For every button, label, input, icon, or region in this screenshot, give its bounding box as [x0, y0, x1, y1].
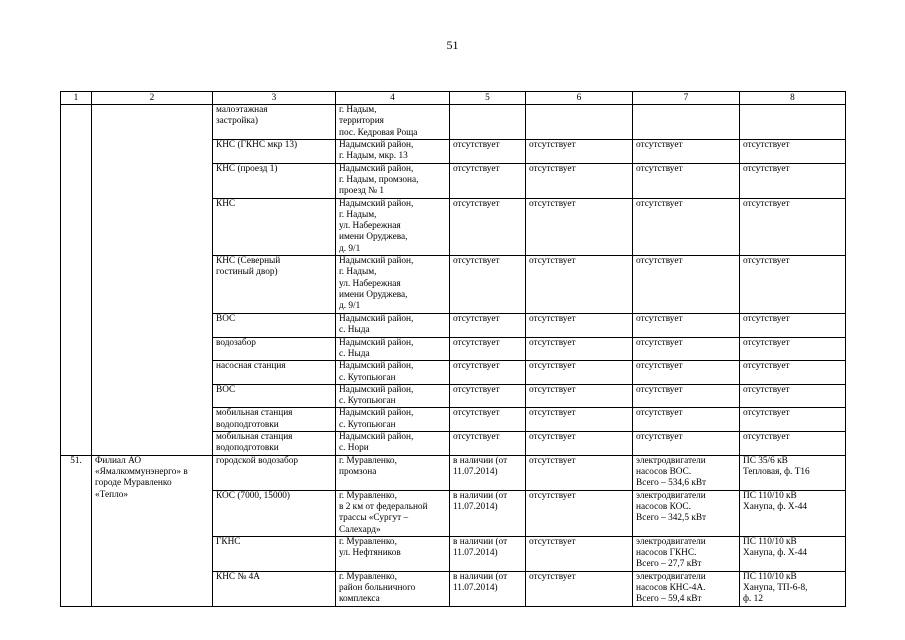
object-cell: ВОС	[213, 314, 336, 338]
object-cell: КНС № 4А	[213, 571, 336, 606]
col8-cell: ПС 110/10 кВ Ханупа, ф. Х-44	[740, 536, 846, 571]
object-cell: водозабор	[213, 337, 336, 361]
col5-cell: отсутствует	[450, 361, 526, 385]
col6-cell: отсутствует	[526, 571, 633, 606]
object-cell: ВОС	[213, 384, 336, 408]
data-table	[60, 91, 846, 607]
object-cell: КОС (7000, 15000)	[213, 490, 336, 536]
address-cell: г. Муравленко, промзона	[336, 455, 450, 490]
object-cell: мобильная станция водоподготовки	[213, 432, 336, 456]
object-cell: насосная станция	[213, 361, 336, 385]
row-number-cell	[61, 105, 92, 456]
organization-cell	[92, 105, 213, 456]
col5-cell: в наличии (от 11.07.2014)	[450, 571, 526, 606]
col5-cell: отсутствует	[450, 198, 526, 255]
col5-cell: отсутствует	[450, 432, 526, 456]
col6-cell: отсутствует	[526, 361, 633, 385]
col8-cell: отсутствует	[740, 256, 846, 314]
address-cell: Надымский район, с. Кутопьюган	[336, 408, 450, 432]
object-cell: КНС (ГКНС мкр 13)	[213, 140, 336, 164]
header-cell: 8	[740, 92, 846, 105]
col5-cell: отсутствует	[450, 408, 526, 432]
col5-cell: отсутствует	[450, 337, 526, 361]
col7-cell: отсутствует	[633, 361, 740, 385]
header-cell: 1	[61, 92, 92, 105]
col5-cell: отсутствует	[450, 140, 526, 164]
col7-cell: электродвигатели насосов ГКНС. Всего – 27,7 кВт	[633, 536, 740, 571]
address-cell: Надымский район, с. Кутопьюган	[336, 384, 450, 408]
address-cell: Надымский район, с. Кутопьюган	[336, 361, 450, 385]
col5-cell: в наличии (от 11.07.2014)	[450, 490, 526, 536]
col6-cell: отсутствует	[526, 140, 633, 164]
col8-cell: отсутствует	[740, 314, 846, 338]
col7-cell: отсутствует	[633, 256, 740, 314]
col7-cell: отсутствует	[633, 198, 740, 255]
col7-cell: отсутствует	[633, 163, 740, 198]
col6-cell: отсутствует	[526, 314, 633, 338]
col5-cell: отсутствует	[450, 256, 526, 314]
object-cell: малоэтажная застройка)	[213, 105, 336, 140]
col5-cell	[450, 105, 526, 140]
address-cell: г. Надым, территория пос. Кедровая Роща	[336, 105, 450, 140]
col6-cell: отсутствует	[526, 432, 633, 456]
col7-cell: отсутствует	[633, 432, 740, 456]
address-cell: Надымский район, г. Надым, ул. Набережная имени Оруджева, д. 9/1	[336, 256, 450, 314]
header-cell: 6	[526, 92, 633, 105]
object-cell: КНС	[213, 198, 336, 255]
object-cell: КНС (Северный гостиный двор)	[213, 256, 336, 314]
col7-cell: отсутствует	[633, 408, 740, 432]
col7-cell: электродвигатели насосов ВОС. Всего – 534,6 кВт	[633, 455, 740, 490]
header-cell: 7	[633, 92, 740, 105]
col8-cell: отсутствует	[740, 408, 846, 432]
col8-cell: ПС 110/10 кВ Ханупа, ТП-6-8, ф. 12	[740, 571, 846, 606]
col8-cell: ПС 110/10 кВ Ханупа, ф. Х-44	[740, 490, 846, 536]
header-row	[61, 92, 846, 105]
table-row	[61, 105, 846, 140]
col6-cell: отсутствует	[526, 256, 633, 314]
address-cell: Надымский район, г. Надым, мкр. 13	[336, 140, 450, 164]
col5-cell: отсутствует	[450, 163, 526, 198]
organization-cell: Филиал АО «Ямалкоммунэнерго» в городе Муравленко «Тепло»	[92, 455, 213, 606]
col7-cell: отсутствует	[633, 140, 740, 164]
col7-cell: отсутствует	[633, 314, 740, 338]
col6-cell: отсутствует	[526, 408, 633, 432]
col7-cell: отсутствует	[633, 384, 740, 408]
object-cell: КНС (проезд 1)	[213, 163, 336, 198]
row-number-cell: 51.	[61, 455, 92, 606]
header-cell: 5	[450, 92, 526, 105]
header-cell: 3	[213, 92, 336, 105]
col7-cell: отсутствует	[633, 337, 740, 361]
header-cell: 4	[336, 92, 450, 105]
object-cell: ГКНС	[213, 536, 336, 571]
col6-cell: отсутствует	[526, 490, 633, 536]
col8-cell: отсутствует	[740, 163, 846, 198]
col5-cell: отсутствует	[450, 384, 526, 408]
object-cell: мобильная станция водоподготовки	[213, 408, 336, 432]
col6-cell: отсутствует	[526, 384, 633, 408]
col8-cell: отсутствует	[740, 337, 846, 361]
col6-cell	[526, 105, 633, 140]
col8-cell: ПС 35/6 кВ Тепловая, ф. Т16	[740, 455, 846, 490]
page-number: 51	[446, 38, 459, 52]
col6-cell: отсутствует	[526, 337, 633, 361]
object-cell: городской водозабор	[213, 455, 336, 490]
col6-cell: отсутствует	[526, 163, 633, 198]
address-cell: г. Муравленко, район больничного комплекса	[336, 571, 450, 606]
col8-cell: отсутствует	[740, 384, 846, 408]
col5-cell: в наличии (от 11.07.2014)	[450, 455, 526, 490]
col7-cell	[633, 105, 740, 140]
col8-cell: отсутствует	[740, 140, 846, 164]
col7-cell: электродвигатели насосов КОС. Всего – 342,5 кВт	[633, 490, 740, 536]
table-row	[61, 455, 846, 490]
col6-cell: отсутствует	[526, 536, 633, 571]
address-cell: г. Муравленко, в 2 км от федеральной трассы «Сургут – Салехард»	[336, 490, 450, 536]
address-cell: Надымский район, г. Надым, промзона, проезд № 1	[336, 163, 450, 198]
address-cell: Надымский район, с. Ныда	[336, 337, 450, 361]
col5-cell: в наличии (от 11.07.2014)	[450, 536, 526, 571]
col8-cell: отсутствует	[740, 198, 846, 255]
address-cell: Надымский район, г. Надым, ул. Набережная имени Оруджева, д. 9/1	[336, 198, 450, 255]
address-cell: Надымский район, с. Нори	[336, 432, 450, 456]
col7-cell: электродвигатели насосов КНС-4А. Всего – 59,4 кВт	[633, 571, 740, 606]
col6-cell: отсутствует	[526, 455, 633, 490]
address-cell: Надымский район, с. Ныда	[336, 314, 450, 338]
col8-cell: отсутствует	[740, 432, 846, 456]
col5-cell: отсутствует	[450, 314, 526, 338]
col6-cell: отсутствует	[526, 198, 633, 255]
col8-cell	[740, 105, 846, 140]
col8-cell: отсутствует	[740, 361, 846, 385]
address-cell: г. Муравленко, ул. Нефтяников	[336, 536, 450, 571]
header-cell: 2	[92, 92, 213, 105]
